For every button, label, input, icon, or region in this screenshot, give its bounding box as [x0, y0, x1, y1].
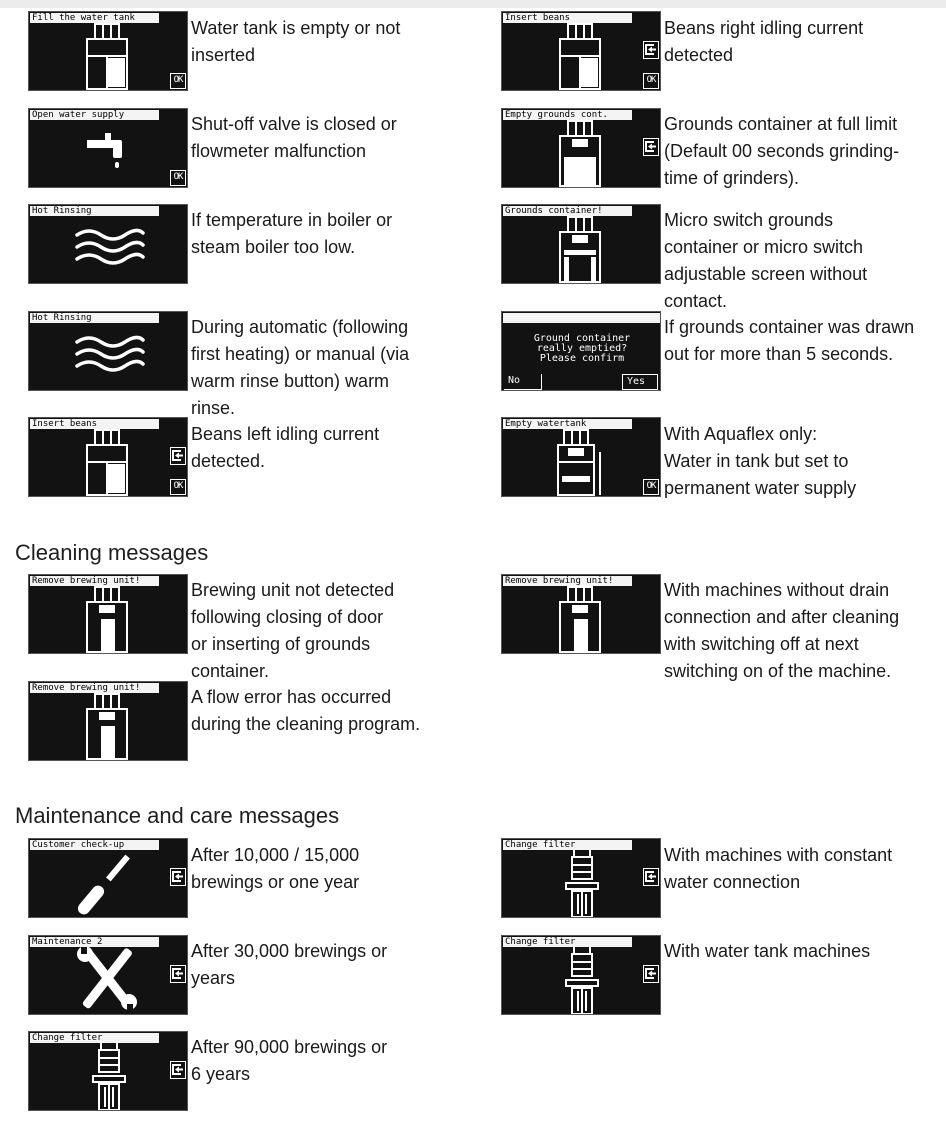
- message-description: [664, 842, 892, 896]
- filter-icon: [502, 936, 661, 1015]
- screen-header: [503, 313, 661, 323]
- description-line: With Aquaflex only:: [664, 424, 818, 444]
- dialog-no-button[interactable]: No: [504, 374, 542, 390]
- description-line: connection and after cleaning: [664, 607, 900, 627]
- description-line: After 90,000 brewings or: [191, 1037, 388, 1057]
- screen-header: Change filter: [503, 937, 632, 947]
- exit-icon[interactable]: [643, 41, 659, 59]
- display-screen-ground-confirm: [501, 311, 661, 391]
- screen-header: Hot Rinsing: [30, 313, 159, 323]
- section-title-maintenance: Maintenance and care messages: [15, 803, 340, 828]
- display-screen-customer-checkup: [28, 838, 188, 918]
- screen-header: Open water supply: [30, 110, 159, 120]
- message-description: [191, 1034, 387, 1088]
- description-line: detected.: [191, 451, 266, 471]
- description-line: out for more than 5 seconds.: [664, 344, 894, 364]
- display-screen-remove-brewing-3: [28, 681, 188, 761]
- description-line: With machines without drain: [664, 580, 890, 600]
- display-screen-insert-beans-left: [28, 417, 188, 497]
- filter-icon: [502, 839, 661, 918]
- screen-header: Change filter: [503, 840, 632, 850]
- message-description: [191, 314, 409, 422]
- description-line: container.: [191, 661, 270, 681]
- screen-header: Customer check-up: [30, 840, 159, 850]
- display-screen-insert-beans-right: [501, 11, 661, 91]
- screen-header: Maintenance 2: [30, 937, 159, 947]
- exit-icon[interactable]: [170, 965, 186, 983]
- description-line: detected: [664, 45, 734, 65]
- display-screen-change-filter-1: [501, 838, 661, 918]
- description-line: After 30,000 brewings or: [191, 941, 388, 961]
- dialog-yes-button[interactable]: Yes: [622, 374, 658, 390]
- exit-icon[interactable]: [643, 965, 659, 983]
- screen-header: Insert beans: [503, 13, 632, 23]
- description-line: Brewing unit not detected: [191, 580, 395, 600]
- description-line: Beans right idling current: [664, 18, 864, 38]
- message-description: [664, 314, 914, 368]
- description-line: container or micro switch: [664, 237, 864, 257]
- display-screen-hot-rinsing-2: [28, 311, 188, 391]
- machine-brew-icon: [502, 575, 661, 654]
- description-line: warm rinse button) warm: [191, 371, 390, 391]
- exit-icon[interactable]: [643, 138, 659, 156]
- message-description: [191, 207, 392, 261]
- ok-button[interactable]: OK: [170, 170, 186, 186]
- exit-icon[interactable]: [643, 868, 659, 886]
- description-line: Grounds container at full limit: [664, 114, 898, 134]
- display-screen-maintenance-2: [28, 935, 188, 1015]
- description-line: rinse.: [191, 398, 236, 418]
- machine-grounds2-icon: [502, 205, 661, 284]
- display-screen-fill-tank: [28, 11, 188, 91]
- screwdriver-icon: [29, 839, 188, 918]
- message-description: [191, 15, 400, 69]
- exit-icon[interactable]: [170, 1061, 186, 1079]
- section-title-cleaning: Cleaning messages: [15, 540, 209, 565]
- machine-water-icon: [502, 418, 661, 497]
- machine-brew-icon: [29, 575, 188, 654]
- display-screen-remove-brewing-1: [28, 574, 188, 654]
- description-line: Water tank is empty or not: [191, 18, 401, 38]
- description-line: Beans left idling current: [191, 424, 380, 444]
- description-line: Shut-off valve is closed or: [191, 114, 397, 134]
- message-description: [191, 421, 379, 475]
- screen-header: Insert beans: [30, 419, 159, 429]
- ok-button[interactable]: OK: [170, 73, 186, 89]
- message-description: [664, 421, 856, 502]
- message-description: [664, 207, 867, 315]
- description-line: following closing of door: [191, 607, 384, 627]
- description-line: years: [191, 968, 236, 988]
- description-line: With machines with constant: [664, 845, 893, 865]
- screen-header: Fill the water tank: [30, 13, 159, 23]
- message-description: [191, 842, 359, 896]
- display-screen-hot-rinsing-1: [28, 204, 188, 284]
- message-description: [191, 577, 394, 685]
- description-line: brewings or one year: [191, 872, 360, 892]
- description-line: inserted: [191, 45, 256, 65]
- machine-icon: [29, 418, 188, 497]
- description-line: With water tank machines: [664, 941, 871, 961]
- description-line: during the cleaning program.: [191, 714, 421, 734]
- description-line: first heating) or manual (via: [191, 344, 410, 364]
- screen-header: Remove brewing unit!: [30, 683, 159, 693]
- description-line: During automatic (following: [191, 317, 409, 337]
- ok-button[interactable]: OK: [170, 479, 186, 495]
- dialog-line: Ground container: [533, 333, 631, 344]
- message-description: [664, 15, 863, 69]
- description-line: If grounds container was drawn: [664, 317, 915, 337]
- description-line: or inserting of grounds: [191, 634, 371, 654]
- message-description: [191, 111, 397, 165]
- filter-icon: [29, 1032, 188, 1111]
- screen-header: Remove brewing unit!: [30, 576, 159, 586]
- description-line: switching on of the machine.: [664, 661, 892, 681]
- display-screen-change-filter-2: [501, 935, 661, 1015]
- message-description: [664, 938, 870, 965]
- description-line: If temperature in boiler or: [191, 210, 393, 230]
- description-line: steam boiler too low.: [191, 237, 356, 257]
- description-line: (Default 00 seconds grinding-: [664, 141, 900, 161]
- description-line: with switching off at next: [664, 634, 859, 654]
- message-description: [191, 684, 420, 738]
- screen-header: Change filter: [30, 1033, 159, 1043]
- screen-header: Empty grounds cont.: [503, 110, 632, 120]
- tools-icon: [29, 936, 188, 1015]
- display-screen-empty-watertank: [501, 417, 661, 497]
- description-line: After 10,000 / 15,000: [191, 845, 360, 865]
- waves-icon: [29, 312, 188, 391]
- description-line: water connection: [664, 872, 801, 892]
- description-line: flowmeter malfunction: [191, 141, 367, 161]
- description-line: A flow error has occurred: [191, 687, 392, 707]
- display-screen-remove-brewing-2: [501, 574, 661, 654]
- dialog-line: really emptied?: [536, 343, 628, 354]
- screen-header: Hot Rinsing: [30, 206, 159, 216]
- message-description: [664, 111, 899, 192]
- machine-grounds-icon: [502, 109, 661, 188]
- display-screen-change-filter-3: [28, 1031, 188, 1111]
- description-line: adjustable screen without: [664, 264, 868, 284]
- screen-header: Grounds container!: [503, 206, 632, 216]
- exit-icon[interactable]: [170, 447, 186, 465]
- machine-icon: [29, 12, 188, 91]
- display-screen-open-water: [28, 108, 188, 188]
- machine-icon: [502, 12, 661, 91]
- ok-button[interactable]: OK: [643, 479, 659, 495]
- waves-icon: [29, 205, 188, 284]
- top-strip: [0, 0, 946, 8]
- description-line: permanent water supply: [664, 478, 857, 498]
- description-line: 6 years: [191, 1064, 251, 1084]
- description-line: time of grinders).: [664, 168, 800, 188]
- description-line: Micro switch grounds: [664, 210, 834, 230]
- message-description: [664, 577, 899, 685]
- tap-icon: [29, 109, 188, 188]
- screen-header: Empty watertank: [503, 419, 632, 429]
- dialog-line: Please confirm: [539, 353, 625, 364]
- description-line: contact.: [664, 291, 728, 311]
- ok-button[interactable]: OK: [643, 73, 659, 89]
- machine-brew-icon: [29, 682, 188, 761]
- description-line: Water in tank but set to: [664, 451, 849, 471]
- display-screen-grounds-container: [501, 204, 661, 284]
- exit-icon[interactable]: [170, 868, 186, 886]
- display-screen-empty-grounds: [501, 108, 661, 188]
- screen-header: Remove brewing unit!: [503, 576, 632, 586]
- message-description: [191, 938, 387, 992]
